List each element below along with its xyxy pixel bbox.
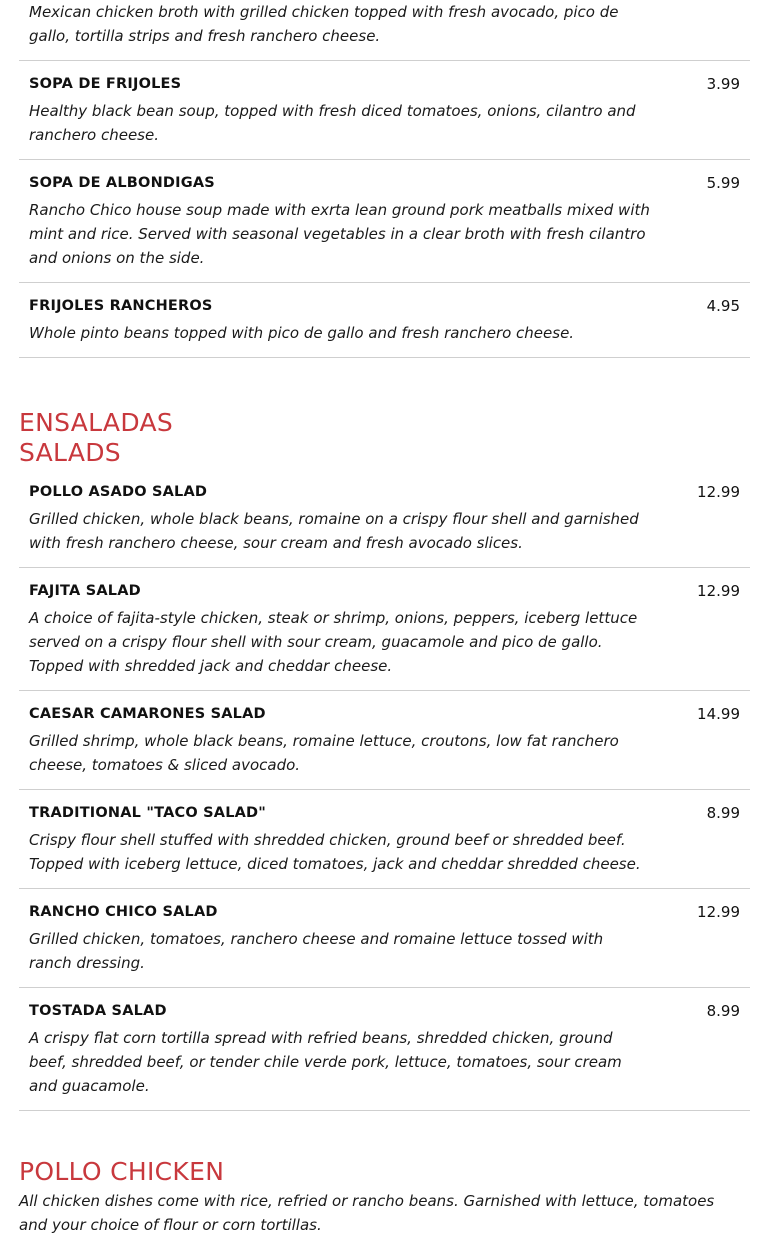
menu-item bbox=[19, 160, 750, 283]
soups-section bbox=[0, 0, 770, 358]
item-description: Healthy black bean soup, topped with fresh diced tomatoes, onions, cilantro and ranchero cheese. bbox=[29, 102, 636, 144]
salads-section bbox=[0, 408, 770, 1111]
item-description: Grilled shrimp, whole black beans, romaine lettuce, croutons, low fat ranchero cheese, tomatoes & sliced avocado. bbox=[29, 732, 619, 774]
menu-item bbox=[19, 283, 750, 358]
item-name: RANCHO CHICO SALAD bbox=[29, 904, 218, 920]
menu-item bbox=[19, 0, 750, 61]
chicken-section bbox=[0, 1157, 770, 1237]
item-price: 5.99 bbox=[706, 174, 740, 192]
item-name: CAESAR CAMARONES SALAD bbox=[29, 706, 266, 722]
menu-item bbox=[19, 988, 750, 1111]
menu-item bbox=[19, 468, 750, 568]
item-description: Grilled chicken, tomatoes, ranchero cheese and romaine lettuce tossed with ranch dressing. bbox=[29, 930, 604, 972]
item-name: TRADITIONAL "TACO SALAD" bbox=[29, 805, 267, 821]
section-title: POLLO CHICKEN bbox=[19, 1157, 225, 1186]
item-description: Rancho Chico house soup made with exrta lean ground pork meatballs mixed with mint and rice. Served with seasonal vegetables in a clear broth with fresh cilantro and onions on the side. bbox=[29, 201, 650, 267]
section-title-english: SALADS bbox=[19, 438, 121, 467]
item-description: A choice of fajita-style chicken, steak or shrimp, onions, peppers, iceberg lettuce served on a crispy flour shell with sour cream, guacamole and pico de gallo. Topped with shredded jack and cheddar cheese. bbox=[29, 609, 638, 675]
item-name: SOPA DE FRIJOLES bbox=[29, 76, 182, 92]
section-title-spanish: ENSALADAS bbox=[19, 408, 174, 437]
item-name: SOPA DE ALBONDIGAS bbox=[29, 175, 215, 191]
item-name: POLLO ASADO SALAD bbox=[29, 484, 208, 500]
item-price: 12.99 bbox=[697, 582, 740, 600]
menu-item bbox=[19, 61, 750, 160]
item-price: 12.99 bbox=[697, 903, 740, 921]
menu-item bbox=[19, 691, 750, 790]
item-description: Mexican chicken broth with grilled chicken topped with fresh avocado, pico de gallo, tortilla strips and fresh ranchero cheese. bbox=[29, 3, 619, 45]
item-price: 4.95 bbox=[706, 297, 740, 315]
item-price: 8.99 bbox=[706, 804, 740, 822]
item-price: 14.99 bbox=[697, 705, 740, 723]
item-name: TOSTADA SALAD bbox=[29, 1003, 167, 1019]
item-name: FRIJOLES RANCHEROS bbox=[29, 298, 213, 314]
section-title bbox=[19, 408, 770, 468]
item-description: Grilled chicken, whole black beans, romaine on a crispy flour shell and garnished with fresh ranchero cheese, sour cream and fresh avocado slices. bbox=[29, 510, 639, 552]
item-name: FAJITA SALAD bbox=[29, 583, 141, 599]
item-price: 12.99 bbox=[697, 483, 740, 501]
item-price: 8.99 bbox=[706, 1002, 740, 1020]
menu-item bbox=[19, 889, 750, 988]
item-description: A crispy flat corn tortilla spread with refried beans, shredded chicken, ground beef, shredded beef, or tender chile verde pork, lettuce, tomatoes, sour cream and guacamole. bbox=[29, 1029, 622, 1095]
item-price: 3.99 bbox=[706, 75, 740, 93]
menu-item bbox=[19, 790, 750, 889]
menu-item bbox=[19, 568, 750, 691]
item-description: Crispy flour shell stuffed with shredded chicken, ground beef or shredded beef. Topped with iceberg lettuce, diced tomatoes, jack and cheddar shredded cheese. bbox=[29, 831, 641, 873]
item-description: Whole pinto beans topped with pico de gallo and fresh ranchero cheese. bbox=[29, 324, 575, 342]
section-note: All chicken dishes come with rice, refried or rancho beans. Garnished with lettuce, tomatoes and your choice of flour or corn tortillas. bbox=[19, 1192, 715, 1234]
